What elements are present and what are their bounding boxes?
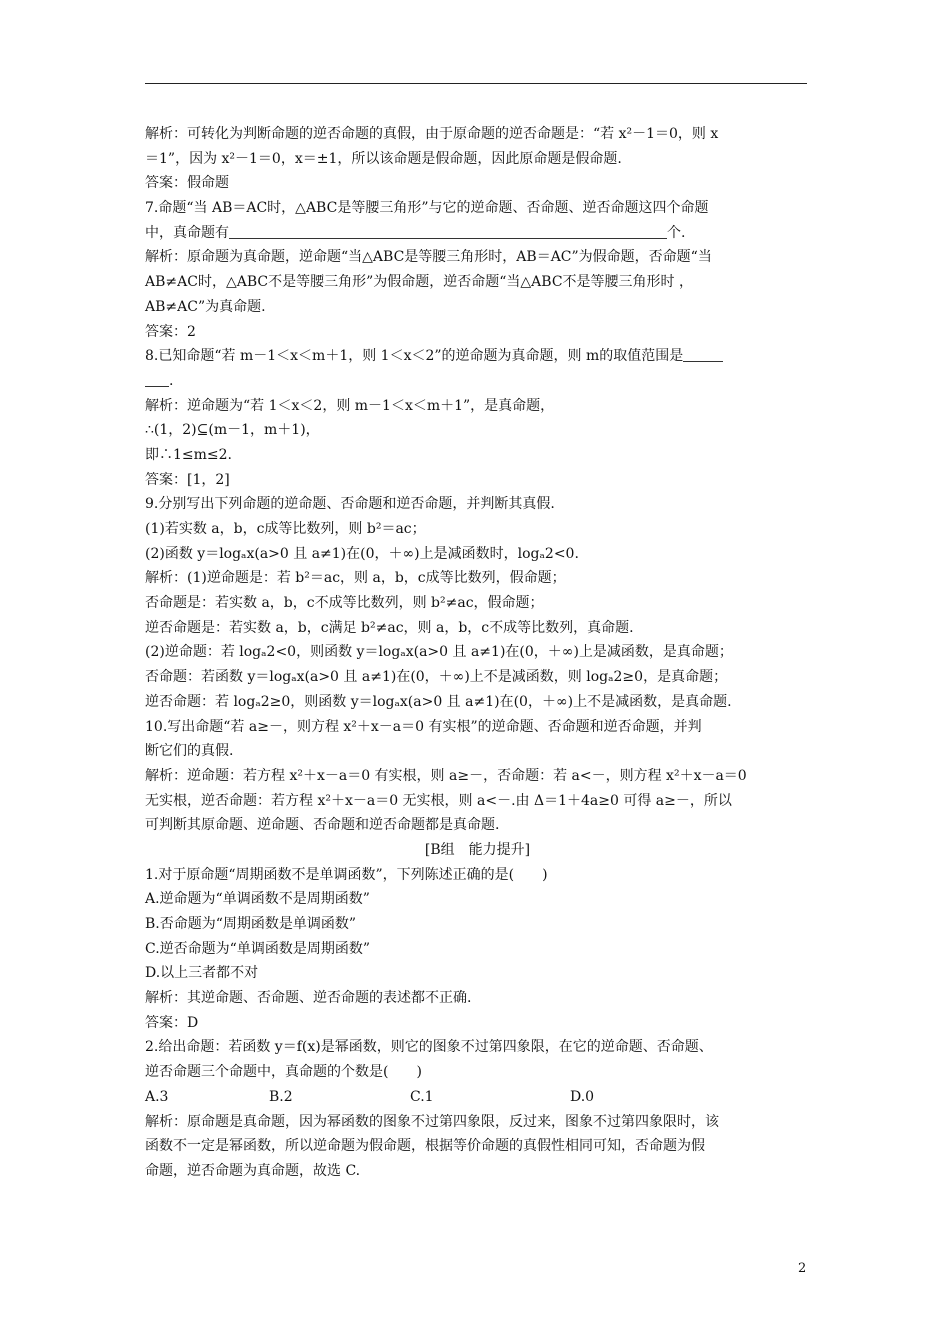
option-d: D.以上三者都不对 xyxy=(145,965,259,982)
text-line: 逆否命题三个命题中，真命题的个数是( ) xyxy=(145,1064,422,1081)
text-line: 无实根，逆否命题：若方程 x²＋x－a＝0 无实根，则 a<－.由 Δ＝1＋4a≥0 可得 a≥－，所以 xyxy=(145,792,732,809)
answer-blank xyxy=(229,223,667,239)
page-number: 2 xyxy=(798,1261,807,1276)
question-b2: 2.给出命题：若函数 y＝f(x)是幂函数，则它的图象不过第四象限，在它的逆命题、否命题、 xyxy=(145,1039,713,1056)
option-c: C.逆否命题为“单调函数是周期函数” xyxy=(145,940,370,957)
question-9: 9.分别写出下列命题的逆命题、否命题和逆否命题，并判断其真假. xyxy=(145,496,555,513)
text-line: 解析：其逆命题、否命题、逆否命题的表述都不正确. xyxy=(145,990,472,1007)
text-line: 解析：可转化为判断命题的逆否命题的真假，由于原命题的逆否命题是：“若 x²－1＝0，则 x xyxy=(145,126,719,142)
question-b1: 1.对于原命题“周期函数不是单调函数”，下列陈述正确的是( ) xyxy=(145,866,548,883)
question-7-cont xyxy=(145,221,810,246)
header-rule xyxy=(145,83,807,84)
question-10: 10.写出命题“若 a≥－，则方程 x²＋x－a＝0 有实根”的逆命题、否命题和逆否命题，并判 xyxy=(145,718,702,735)
text-line: 个. xyxy=(667,224,686,241)
question-8 xyxy=(145,344,810,369)
option-d: D.0 xyxy=(570,1088,595,1105)
option-b: B.否命题为“周期函数是单调函数” xyxy=(145,916,357,932)
options-row xyxy=(145,1085,810,1110)
text-line: 中，真命题有 xyxy=(145,224,229,241)
text-line: 解析：(1)逆命题是：若 b²＝ac，则 a，b，c成等比数列，假命题； xyxy=(145,570,566,587)
text-line: AB≠AC时，△ABC不是等腰三角形”为假命题，逆否命题“当△ABC不是等腰三角形时 ， xyxy=(145,274,693,291)
answer-line: 答案：[1，2] xyxy=(145,471,230,488)
text-line: ∴(1，2)⊆(m－1，m＋1)， xyxy=(145,422,320,439)
text-line: 逆否命题是：若实数 a，b，c满足 b²≠ac，则 a，b，c不成等比数列，真命题. xyxy=(145,619,634,636)
text-line: 函数不一定是幂函数，所以逆命题为假命题，根据等价命题的真假性相同可知，否命题为假 xyxy=(145,1138,705,1155)
question-7: 7.命题“当 AB＝AC时，△ABC是等腰三角形”与它的逆命题、否命题、逆否命题这四个命题 xyxy=(145,200,709,217)
text-line: 否命题：若函数 y＝logₐx(a>0 且 a≠1)在(0，＋∞)上不是减函数，则 logₐ2≥0，是真命题； xyxy=(145,669,728,686)
text-line: 解析：逆命题为“若 1＜x＜2，则 m－1＜x＜m＋1”，是真命题， xyxy=(145,397,555,414)
text-line: 逆否命题：若 logₐ2≥0，则函数 y＝logₐx(a>0 且 a≠1)在(0，＋∞)上不是减函数，是真命题. xyxy=(145,693,732,710)
text-line: 解析：原命题为真命题，逆命题“当△ABC是等腰三角形时，AB＝AC”为假命题，否命题“当 xyxy=(145,249,712,266)
text-line: ＝1”，因为 x²－1＝0，x＝±1，所以该命题是假命题，因此原命题是假命题. xyxy=(145,150,622,167)
text-line: (2)函数 y＝logₐx(a>0 且 a≠1)在(0，＋∞)上是减函数时，logₐ2<0. xyxy=(145,545,579,562)
text-line: 否命题是：若实数 a，b，c不成等比数列，则 b²≠ac，假命题； xyxy=(145,595,544,612)
option-b: B.2 xyxy=(269,1088,293,1105)
text-line: (2)逆命题：若 logₐ2<0，则函数 y＝logₐx(a>0 且 a≠1)在(0，＋∞)上是减函数，是真命题； xyxy=(145,644,733,661)
text-line: . xyxy=(169,372,174,389)
option-a: A.逆命题为“单调函数不是周期函数” xyxy=(145,891,370,908)
answer-line: 答案：D xyxy=(145,1014,199,1031)
option-c: C.1 xyxy=(410,1088,434,1105)
question-8-cont xyxy=(145,369,810,394)
text-line: 即∴1≤m≤2. xyxy=(145,446,233,463)
option-a: A.3 xyxy=(145,1088,169,1105)
answer-line: 答案：假命题 xyxy=(145,175,229,192)
answer-blank xyxy=(683,346,723,362)
text-line: 解析：逆命题：若方程 x²＋x－a＝0 有实根，则 a≥－，否命题：若 a<－，则方程 x²＋x－a＝0 xyxy=(145,767,747,784)
answer-line: 答案：2 xyxy=(145,323,196,340)
text-line: 8.已知命题“若 m－1＜x＜m＋1，则 1＜x＜2”的逆命题为真命题，则 m的取值范围是 xyxy=(145,348,684,365)
text-line: 可判断其原命题、逆命题、否命题和逆否命题都是真命题. xyxy=(145,817,500,834)
section-heading: [B组 能力提升] xyxy=(424,841,531,858)
text-line: (1)若实数 a，b，c成等比数列，则 b²＝ac； xyxy=(145,521,426,537)
text-line: 解析：原命题是真命题，因为幂函数的图象不过第四象限，反过来，图象不过第四象限时，该 xyxy=(145,1113,719,1130)
page-content xyxy=(145,122,810,1184)
answer-blank xyxy=(145,371,169,387)
text-line: 命题，逆否命题为真命题，故选 C. xyxy=(145,1162,361,1179)
text-line: 断它们的真假. xyxy=(145,743,234,760)
text-line: AB≠AC”为真命题. xyxy=(145,298,266,315)
